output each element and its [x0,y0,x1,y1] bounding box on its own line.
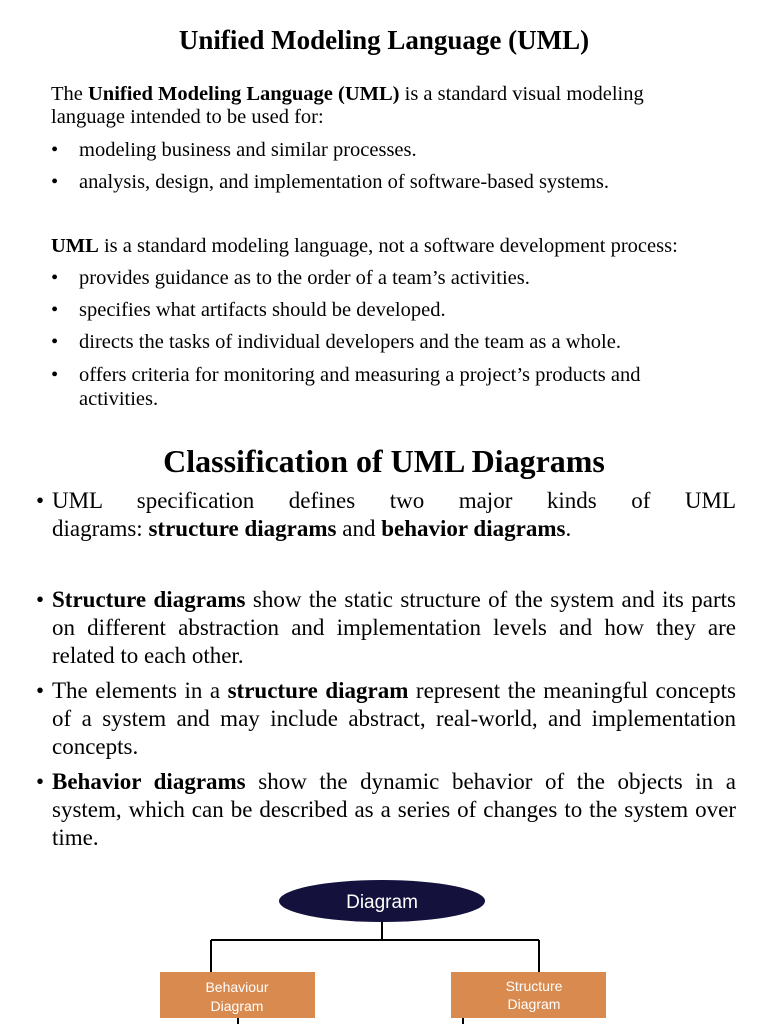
bullet-icon: • [51,299,59,321]
bullet-icon: • [51,267,59,289]
bullet-icon: • [51,139,59,161]
bullet-icon: • [51,364,59,386]
bullet-icon: • [51,171,59,193]
bullet-icon: • [36,769,45,794]
structure-diagram-label-2: Diagram [507,996,561,1012]
uml-definition: UML is a standard modeling language, not a software development process: [51,235,678,257]
intro-line-2: language intended to be used for: [51,106,324,128]
bullet-icon: • [36,678,45,703]
section-title-classification: Classification of UML Diagrams [163,443,605,479]
bullet-icon: • [51,331,59,353]
diagram-root-label: Diagram [346,892,418,913]
behaviour-diagram-label-1: Behaviour [205,979,269,995]
structure-diagram-label-1: Structure [505,978,563,994]
bullet-icon: • [36,488,45,513]
section-title-uml: Unified Modeling Language (UML) [178,25,590,55]
intro-line-1: The Unified Modeling Language (UML) is a standard visual modeling [51,83,644,105]
bullet-icon: • [36,587,45,612]
behaviour-diagram-label-2: Diagram [210,998,264,1014]
